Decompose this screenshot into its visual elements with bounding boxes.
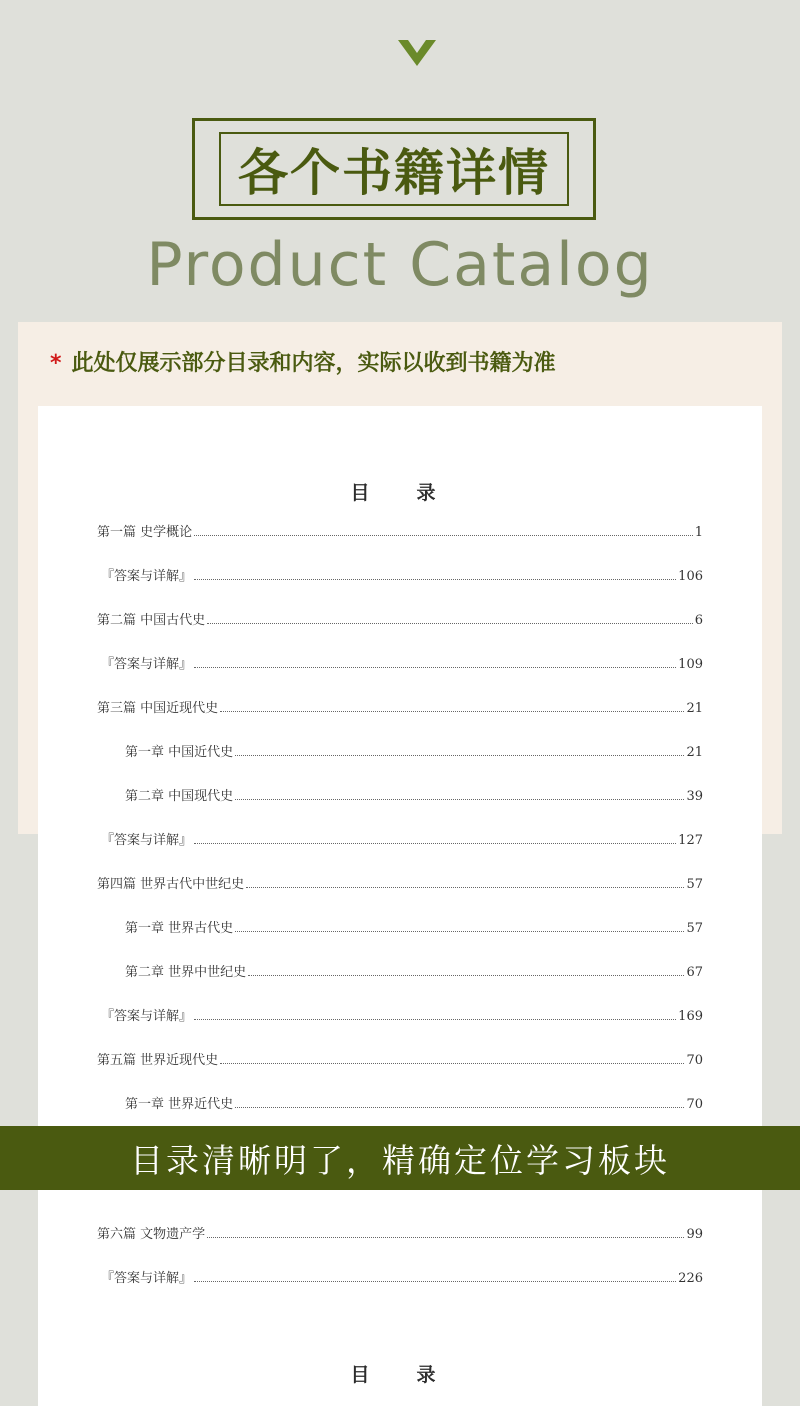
toc-entry-page: 70 [686, 1053, 703, 1068]
toc-entry [97, 520, 703, 540]
toc-entry-page: 57 [686, 877, 703, 892]
toc-leader-dots [194, 1019, 676, 1020]
toc-entry-page: 226 [678, 1271, 703, 1286]
toc-entry-label: 第一章 世界近代史 [125, 1097, 234, 1112]
toc-entry-label: 『答案与详解』 [101, 657, 193, 672]
toc-entry-label: 第一篇 史学概论 [97, 525, 193, 540]
toc-entry-page: 21 [686, 745, 703, 760]
toc-entry-page: 21 [686, 701, 703, 716]
notice-text: 此处仅展示部分目录和内容，实际以收到书籍为准 [71, 351, 556, 376]
toc-entry [125, 784, 703, 804]
toc-leader-dots [194, 1281, 676, 1282]
notice [50, 346, 556, 377]
chevron-down-icon [398, 40, 436, 66]
toc-entry-label: 第一章 中国近代史 [125, 745, 234, 760]
toc-entry-label: 『答案与详解』 [101, 833, 193, 848]
toc-entry-label: 第四篇 世界古代中世纪史 [97, 877, 245, 892]
toc-heading: 目 录 [350, 482, 450, 504]
toc-leader-dots [235, 755, 684, 756]
toc-entry-page: 67 [686, 965, 703, 980]
toc-leader-dots [207, 623, 693, 624]
toc-leader-dots [246, 887, 684, 888]
toc-entry [97, 608, 703, 628]
toc-entry-label: 『答案与详解』 [101, 569, 193, 584]
title-frame [192, 118, 596, 220]
toc-entry-label: 第六篇 文物遗产学 [97, 1227, 206, 1242]
toc-leader-dots [248, 975, 684, 976]
toc-entry-page: 106 [678, 569, 703, 584]
toc-entry [101, 652, 703, 672]
toc-entry [125, 960, 703, 980]
toc-entry [125, 740, 703, 760]
toc-entry-label: 第二章 中国现代史 [125, 789, 234, 804]
toc-entry [101, 564, 703, 584]
toc-entry-page: 1 [694, 525, 703, 540]
toc-entry [97, 872, 703, 892]
toc-entry-label: 第三篇 中国近现代史 [97, 701, 219, 716]
toc-entry-page: 99 [686, 1227, 703, 1242]
toc-entry [125, 916, 703, 936]
feature-banner [0, 1126, 800, 1190]
toc-leader-dots [194, 579, 676, 580]
toc-entry [101, 1266, 703, 1286]
toc-entry-page: 6 [694, 613, 703, 628]
toc-leader-dots [207, 1237, 684, 1238]
toc-leader-dots [220, 711, 684, 712]
toc-leader-dots [194, 535, 693, 536]
book-page [38, 406, 762, 1406]
toc-leader-dots [235, 799, 684, 800]
toc-leader-dots [235, 1107, 684, 1108]
toc-entry-label: 『答案与详解』 [101, 1271, 193, 1286]
page-subtitle: Product Catalog [146, 230, 654, 300]
toc-entry-page: 39 [686, 789, 703, 804]
toc-heading-next-page: 目 录 [350, 1364, 450, 1386]
toc-entry-label: 第五篇 世界近现代史 [97, 1053, 219, 1068]
toc-entry-page: 57 [686, 921, 703, 936]
toc-leader-dots [220, 1063, 684, 1064]
asterisk-icon: * [50, 351, 62, 376]
toc-leader-dots [235, 931, 684, 932]
toc-entry-label: 第二章 世界中世纪史 [125, 965, 247, 980]
toc-entry [97, 1048, 703, 1068]
title-inner-frame [219, 132, 569, 206]
toc-entry-page: 127 [678, 833, 703, 848]
toc-entry [125, 1092, 703, 1112]
page-title: 各个书籍详情 [238, 144, 550, 202]
toc-entry [97, 1222, 703, 1242]
toc-entry [101, 1004, 703, 1024]
banner-text: 目录清晰明了，精确定位学习板块 [130, 1140, 670, 1180]
toc-leader-dots [194, 667, 676, 668]
toc-entry [101, 828, 703, 848]
toc-entry-page: 109 [678, 657, 703, 672]
toc-entry [97, 696, 703, 716]
toc-entry-page: 70 [686, 1097, 703, 1112]
toc-entry-label: 『答案与详解』 [101, 1009, 193, 1024]
toc-leader-dots [194, 843, 676, 844]
toc-entry-label: 第一章 世界古代史 [125, 921, 234, 936]
toc-entry-label: 第二篇 中国古代史 [97, 613, 206, 628]
toc-entry-page: 169 [678, 1009, 703, 1024]
